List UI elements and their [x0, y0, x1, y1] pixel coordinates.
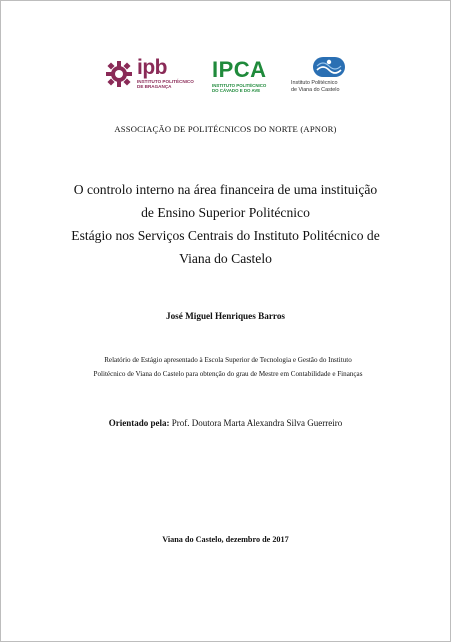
ipca-logo: [212, 56, 278, 100]
report-description: [58, 353, 398, 381]
place-and-date: Viana do Castelo, dezembro de 2017: [162, 535, 289, 544]
ipvc-emblem-icon: [307, 56, 351, 78]
ipb-wordmark: ipb: [137, 56, 167, 79]
association-heading: ASSOCIAÇÃO DE POLITÉCNICOS DO NORTE (APNOR): [114, 124, 337, 134]
report-line: Politécnico de Viana do Castelo para obtenção do grau de Mestre em Contabilidade e Finanças: [93, 370, 363, 378]
ipca-wordmark: IPCA: [212, 57, 267, 82]
ipb-subtitle: INSTITUTO POLITÉCNICO DE BRAGANÇA: [137, 79, 194, 90]
ipvc-logo: [291, 56, 371, 100]
advisor-label: Orientado pela:: [108, 418, 170, 428]
document-title: [50, 178, 401, 270]
title-line: O controlo interno na área financeira de uma instituição: [73, 182, 378, 197]
advisor-name: Prof. Doutora Marta Alexandra Silva Guerreiro: [171, 418, 343, 428]
author-name: José Miguel Henriques Barros: [165, 311, 285, 321]
ipb-gear-icon: [105, 60, 133, 88]
subtitle-line: Estágio nos Serviços Centrais do Instituto Politécnico de: [71, 228, 380, 243]
ipca-subtitle: INSTITUTO POLITÉCNICO DO CÁVADO E DO AVE: [212, 83, 267, 94]
ipb-logo: [105, 56, 197, 100]
ipvc-subtitle: Instituto Politécnico de Viana do Castelo: [291, 80, 340, 93]
advisor-line: [0, 418, 451, 428]
logo-row: [0, 56, 451, 100]
subtitle-line: Viana do Castelo: [179, 251, 272, 266]
title-line: de Ensino Superior Politécnico: [141, 205, 310, 220]
report-line: Relatório de Estágio apresentado à Escola Superior de Tecnologia e Gestão do Instituto: [104, 356, 352, 364]
